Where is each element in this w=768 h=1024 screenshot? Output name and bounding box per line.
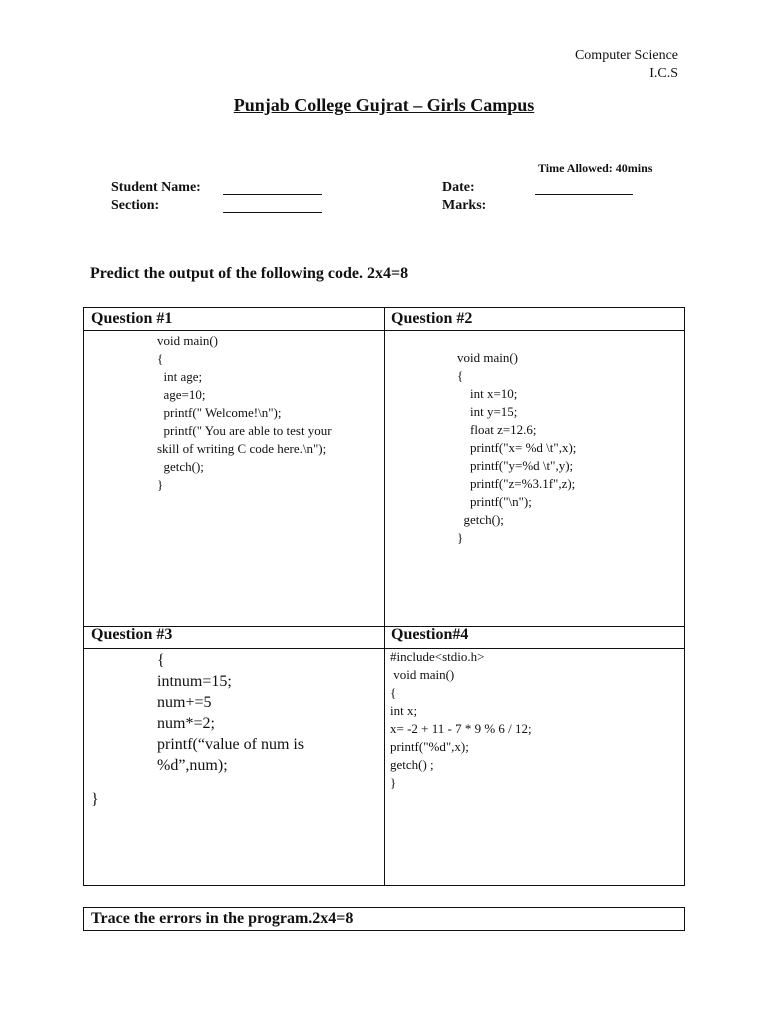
question-2-title: Question #2 <box>391 310 473 327</box>
question-1-code: void main() { int age; age=10; printf(" Welcome!\n"); printf(" You are able to test your skill of writing C code here.\n"); getch(); } <box>157 333 332 492</box>
trace-errors-heading: Trace the errors in the program.2x4=8 <box>91 910 354 927</box>
student-name-blank <box>223 194 322 195</box>
question-2-code: void main() { int x=10; int y=15; float z=12.6; printf("x= %d \t",x); printf("y=%d \t",y); printf("z=%3.1f",z); printf("\n"); getch(); } <box>457 350 577 545</box>
college-title <box>0 95 768 116</box>
table-row-divider <box>84 648 684 649</box>
table-column-divider <box>384 308 385 885</box>
question-4-code: #include<stdio.h> void main() { int x; x= -2 + 11 - 7 * 9 % 6 / 12; printf("%d",x); getch() ; } <box>390 649 532 790</box>
class-name: I.C.S <box>649 66 678 81</box>
section-label: Section: <box>111 198 160 213</box>
trace-errors-box <box>83 907 685 931</box>
question-1-title: Question #1 <box>91 310 173 327</box>
section-blank <box>223 212 322 213</box>
date-blank <box>535 194 633 195</box>
marks-label: Marks: <box>442 198 487 213</box>
question-3-closing-brace: } <box>91 791 99 808</box>
table-row-divider <box>84 330 684 331</box>
table-row-divider <box>84 626 684 627</box>
subject-name: Computer Science <box>574 48 678 63</box>
question-4-title: Question#4 <box>391 626 469 643</box>
student-name-label: Student Name: <box>111 180 201 195</box>
subject-header <box>575 47 678 83</box>
time-allowed: Time Allowed: 40mins <box>538 161 653 175</box>
question-3-title: Question #3 <box>91 626 173 643</box>
date-label: Date: <box>442 180 475 195</box>
question-table <box>83 307 685 886</box>
instruction-heading: Predict the output of the following code. 2x4=8 <box>90 265 409 282</box>
college-title-text: Punjab College Gujrat – Girls Campus <box>233 95 535 115</box>
question-3-code: { intnum=15; num+=5 num*=2; printf(“value of num is %d”,num); <box>157 652 305 774</box>
